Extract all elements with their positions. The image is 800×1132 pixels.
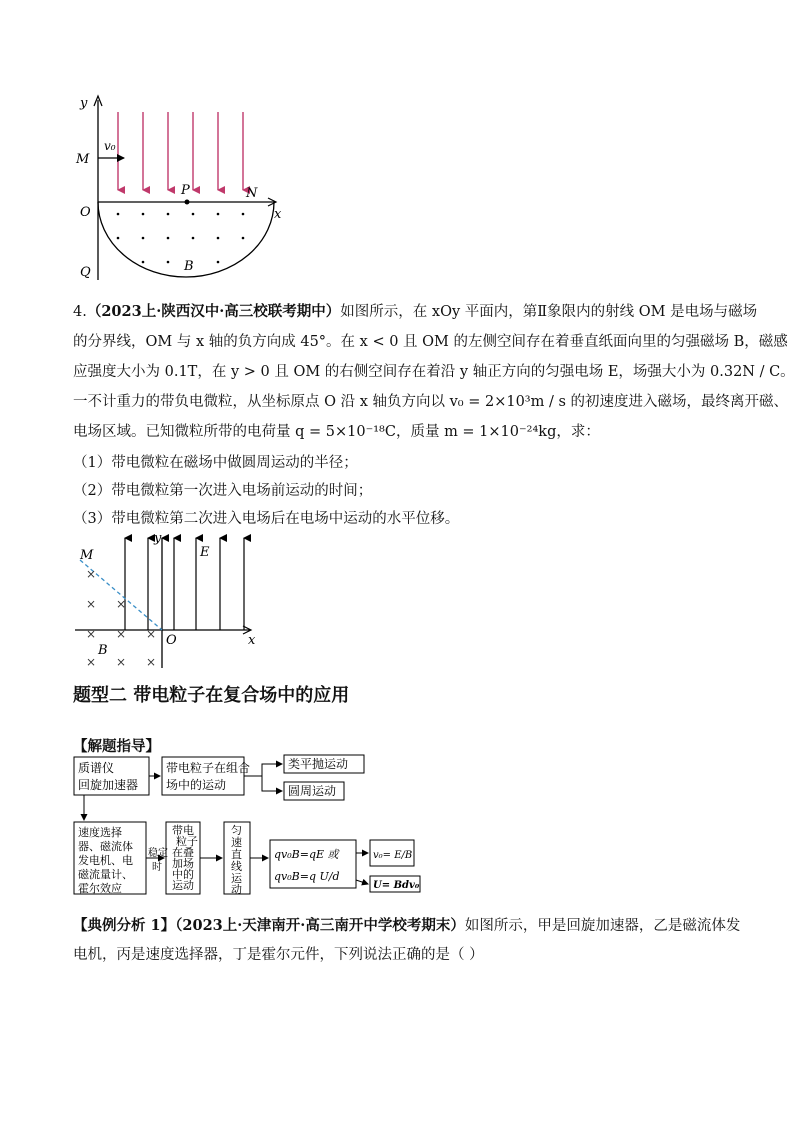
question-3: （3）带电微粒第二次进入电场后在电场中运动的水平位移。 [73, 511, 460, 527]
svg-text:速度选择: 速度选择 [78, 826, 122, 839]
svg-text:时: 时 [152, 862, 162, 873]
svg-text:y: y [80, 96, 88, 111]
svg-text:v₀: v₀ [104, 139, 116, 153]
problem-4-line-3: 应强度大小为 0.1T，在 y > 0 且 OM 的右侧空间存在着沿 y 轴正方向的匀强电场 E，场强大小为 0.32N / C。 [73, 364, 795, 380]
svg-text:Q: Q [80, 265, 91, 280]
svg-text:qv₀B=qE 或: qv₀B=qE 或 [274, 848, 339, 861]
flowchart-guide [72, 752, 432, 897]
figure-field-boundary [70, 530, 270, 670]
svg-text:×: × [116, 627, 127, 641]
svg-text:v₀= E/B: v₀= E/B [373, 850, 413, 861]
svg-text:直: 直 [231, 848, 242, 861]
question-1: （1）带电微粒在磁场中做圆周运动的半径； [73, 455, 358, 471]
svg-text:×: × [146, 655, 157, 669]
svg-text:带电粒子在组合: 带电粒子在组合 [166, 761, 251, 775]
svg-text:粒子: 粒子 [176, 835, 198, 848]
problem-4-line-5: 电场区域。已知微粒所带的电荷量 q = 5×10⁻¹⁸C，质量 m = 1×10⁻²⁴kg，求： [73, 424, 600, 440]
svg-text:O: O [166, 633, 177, 648]
svg-text:类平抛运动: 类平抛运动 [288, 757, 349, 771]
svg-text:在叠: 在叠 [172, 846, 194, 859]
svg-text:加场: 加场 [172, 857, 194, 870]
problem-4-line-4: 一不计重力的带负电微粒，从坐标原点 O 沿 x 轴负方向以 v₀ = 2×10³m / s 的初速度进入磁场，最终离开磁、 [73, 394, 789, 410]
svg-text:质谱仪: 质谱仪 [78, 761, 115, 775]
svg-text:M: M [80, 548, 94, 563]
example-line-1: 【典例分析 1】（2023上·天津南开·高三南开中学校考期末）如图所示，甲是回旋加速器，乙是磁流体发 [73, 917, 741, 934]
guide-title: 【解题指导】 [73, 739, 160, 755]
svg-text:B: B [184, 259, 194, 274]
section-title: 题型二 带电粒子在复合场中的应用 [73, 685, 350, 706]
problem-4-line-2: 的分界线，OM 与 x 轴的负方向成 45°。在 x < 0 且 OM 的左侧空间存在着垂直纸面向里的匀强磁场 B，磁感 [73, 334, 788, 350]
svg-text:磁流量计、: 磁流量计、 [78, 868, 133, 881]
svg-text:运动: 运动 [172, 879, 194, 892]
svg-text:中的: 中的 [172, 868, 194, 881]
svg-text:×: × [86, 567, 97, 581]
svg-text:器、磁流体: 器、磁流体 [78, 840, 133, 853]
question-2: （2）带电微粒第一次进入电场前运动的时间； [73, 483, 373, 499]
svg-text:E: E [200, 545, 210, 560]
svg-text:带电: 带电 [172, 824, 194, 837]
svg-text:霍尔效应: 霍尔效应 [78, 882, 122, 895]
svg-text:×: × [146, 627, 157, 641]
svg-text:y: y [154, 531, 162, 546]
svg-text:P: P [181, 183, 190, 198]
svg-text:N: N [246, 186, 258, 201]
svg-text:运: 运 [231, 872, 242, 885]
svg-text:圆周运动: 圆周运动 [288, 784, 337, 798]
svg-text:O: O [80, 205, 91, 220]
svg-text:M: M [76, 152, 90, 167]
svg-text:发电机、电: 发电机、电 [78, 854, 133, 867]
svg-text:稳定: 稳定 [148, 848, 168, 859]
svg-text:动: 动 [231, 883, 242, 896]
svg-text:×: × [86, 655, 97, 669]
svg-text:速: 速 [231, 836, 242, 849]
svg-text:×: × [86, 597, 97, 611]
svg-text:qv₀B=q U/d: qv₀B=q U/d [274, 870, 340, 883]
svg-text:x: x [248, 633, 256, 648]
svg-text:B: B [98, 643, 108, 658]
svg-text:×: × [86, 627, 97, 641]
svg-text:×: × [116, 597, 127, 611]
svg-text:x: x [274, 207, 282, 222]
example-line-2: 电机，丙是速度选择器，丁是霍尔元件，下列说法正确的是（ ） [73, 947, 484, 963]
figure-semicircle-field [70, 90, 300, 285]
svg-text:×: × [116, 655, 127, 669]
svg-text:回旋加速器: 回旋加速器 [78, 778, 139, 792]
problem-4-line-1: 4.（2023上·陕西汉中·高三校联考期中）如图所示，在 xOy 平面内，第Ⅱ象限内的射线 OM 是电场与磁场 [73, 303, 758, 320]
svg-text:U= Bdv₀: U= Bdv₀ [373, 880, 420, 891]
svg-text:线: 线 [231, 860, 242, 873]
svg-text:匀: 匀 [231, 824, 242, 837]
svg-text:场中的运动: 场中的运动 [166, 778, 227, 792]
